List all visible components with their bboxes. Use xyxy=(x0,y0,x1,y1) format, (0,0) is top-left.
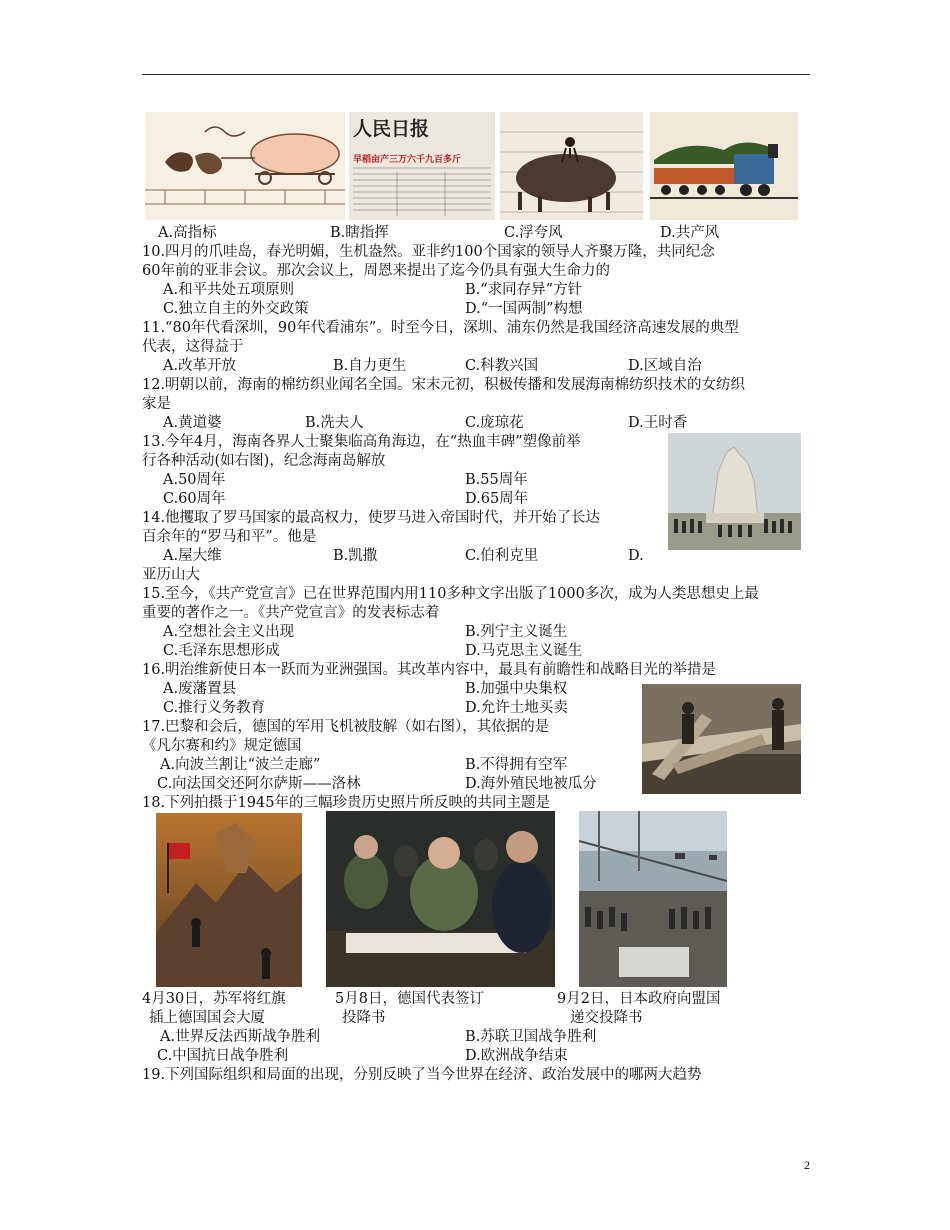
q10-stem: 10.四月的爪哇岛，春光明媚，生机盎然。亚非约100个国家的领导人齐聚万隆，共同纪念 xyxy=(142,244,715,260)
q10-option-b: B.“求同存异”方针 xyxy=(465,282,583,298)
q11-option-d: D.区域自治 xyxy=(628,358,702,374)
train-cartoon xyxy=(650,112,798,220)
q13-option-a: A.50周年 xyxy=(163,472,226,488)
q14-option-d-wrap: 亚历山大 xyxy=(142,567,200,583)
q17-stem: 17.巴黎和会后，德国的军用飞机被肢解（如右图），其依据的是 xyxy=(142,719,550,735)
q13-option-b: B.55周年 xyxy=(465,472,528,488)
q13-option-d: D.65周年 xyxy=(465,491,529,507)
giant-pig-cartoon xyxy=(500,112,643,220)
q14-option-c: C.伯利克里 xyxy=(465,548,539,564)
q11-option-a: A.改革开放 xyxy=(163,358,237,374)
q14-option-d: D. xyxy=(628,548,644,564)
dismantled-aircraft-photo xyxy=(642,684,801,794)
q14-stem-cont: 百余年的“罗马和平”。他是 xyxy=(142,529,317,545)
q15-option-b: B.列宁主义诞生 xyxy=(465,624,568,640)
q18-caption-2-line1: 5月8日，德国代表签订 xyxy=(335,991,484,1007)
q11-stem: 11.“80年代看深圳，90年代看浦东”。时至今日，深圳、浦东仍然是我国经济高速发展的典型 xyxy=(142,320,739,336)
q18-option-c: C.中国抗日战争胜利 xyxy=(157,1048,289,1064)
q12-stem: 12.明朝以前，海南的棉纺织业闻名全国。宋末元初，积极传播和发展海南棉纺织技术的女纺织 xyxy=(142,377,746,393)
q15-option-d: D.马克思主义诞生 xyxy=(465,643,583,659)
q18-option-b: B.苏联卫国战争胜利 xyxy=(465,1029,597,1045)
q15-option-c: C.毛泽东思想形成 xyxy=(163,643,280,659)
page-number: 2 xyxy=(804,1158,810,1172)
q12-option-c: C.庞琼花 xyxy=(465,415,524,431)
q18-caption-3-line2: 递交投降书 xyxy=(570,1010,643,1026)
q11-stem-cont: 代表，这得益于 xyxy=(142,339,244,355)
q17-option-a: A.向波兰割让“波兰走廊” xyxy=(160,757,321,773)
q15-stem: 15.至今，《共产党宣言》已在世界范围内用110多种文字出版了1000多次，成为人类思想史上最 xyxy=(142,586,759,602)
q16-stem: 16.明治维新使日本一跃而为亚洲强国。其改革内容中，最具有前瞻性和战略目光的举措是 xyxy=(142,662,717,678)
ox-cart-cartoon xyxy=(145,112,345,220)
german-surrender-photo xyxy=(326,811,555,987)
q9-option-b: B.瞎指挥 xyxy=(330,225,389,241)
japan-surrender-photo xyxy=(579,811,727,987)
q9-option-a: A.高指标 xyxy=(158,225,217,241)
q13-stem: 13.今年4月，海南各界人士聚集临高角海边，在“热血丰碑”塑像前举 xyxy=(142,434,581,450)
q12-option-d: D.王时香 xyxy=(628,415,688,431)
q10-option-d: D.“一国两制”构想 xyxy=(465,301,583,317)
q17-stem-cont: 《凡尔赛和约》规定德国 xyxy=(142,738,302,754)
q18-option-d: D.欧洲战争结束 xyxy=(465,1048,568,1064)
q12-stem-cont: 家是 xyxy=(142,396,171,412)
q18-caption-3-line1: 9月2日，日本政府向盟国 xyxy=(557,991,721,1007)
q13-stem-cont: 行各种活动(如右图)，纪念海南岛解放 xyxy=(142,453,386,469)
q18-caption-1-line2: 插上德国国会大厦 xyxy=(149,1010,265,1026)
q11-option-b: B.自力更生 xyxy=(333,358,407,374)
q13-option-c: C.60周年 xyxy=(163,491,226,507)
q9-option-c: C.浮夸风 xyxy=(504,225,563,241)
q12-option-b: B.冼夫人 xyxy=(305,415,364,431)
q18-caption-1-line1: 4月30日，苏军将红旗 xyxy=(142,991,286,1007)
q16-option-c: C.推行义务教育 xyxy=(163,700,266,716)
newspaper-headline: 早稻亩产三万六千九百多斤 xyxy=(353,155,462,165)
q11-option-c: C.科教兴国 xyxy=(465,358,539,374)
q15-option-a: A.空想社会主义出现 xyxy=(163,624,295,640)
header-rule xyxy=(142,74,810,75)
q19-stem: 19.下列国际组织和局面的出现，分别反映了当今世界在经济、政治发展中的哪两大趋势 xyxy=(142,1067,702,1083)
q17-option-c: C.向法国交还阿尔萨斯——洛林 xyxy=(157,776,361,792)
q9-option-d: D.共产风 xyxy=(660,225,720,241)
reichstag-flag-photo xyxy=(156,813,302,987)
q10-option-c: C.独立自主的外交政策 xyxy=(163,301,309,317)
q16-option-b: B.加强中央集权 xyxy=(465,681,568,697)
q18-caption-2-line2: 投降书 xyxy=(342,1010,386,1026)
q16-option-a: A.废藩置县 xyxy=(163,681,237,697)
q10-option-a: A.和平共处五项原则 xyxy=(163,282,295,298)
q16-option-d: D.允许土地买卖 xyxy=(465,700,568,716)
newspaper-masthead: 人民日报 xyxy=(353,118,430,140)
q17-option-d: D.海外殖民地被瓜分 xyxy=(465,776,597,792)
q10-stem-cont: 60年前的亚非会议。那次会议上，周恩来提出了迄今仍具有强大生命力的 xyxy=(142,263,610,279)
q12-option-a: A.黄道婆 xyxy=(163,415,222,431)
monument-photo xyxy=(668,433,801,550)
q14-option-a: A.屋大维 xyxy=(163,548,222,564)
q14-option-b: B.凯撒 xyxy=(333,548,378,564)
newspaper-photo xyxy=(349,112,495,220)
q18-stem: 18.下列拍摄于1945年的三幅珍贵历史照片所反映的共同主题是 xyxy=(142,795,550,811)
q18-option-a: A.世界反法西斯战争胜利 xyxy=(160,1029,321,1045)
q17-option-b: B.不得拥有空军 xyxy=(465,757,568,773)
q15-stem-cont: 重要的著作之一。《共产党宣言》的发表标志着 xyxy=(142,605,440,621)
q14-stem: 14.他攫取了罗马国家的最高权力，使罗马进入帝国时代，并开始了长达 xyxy=(142,510,601,526)
